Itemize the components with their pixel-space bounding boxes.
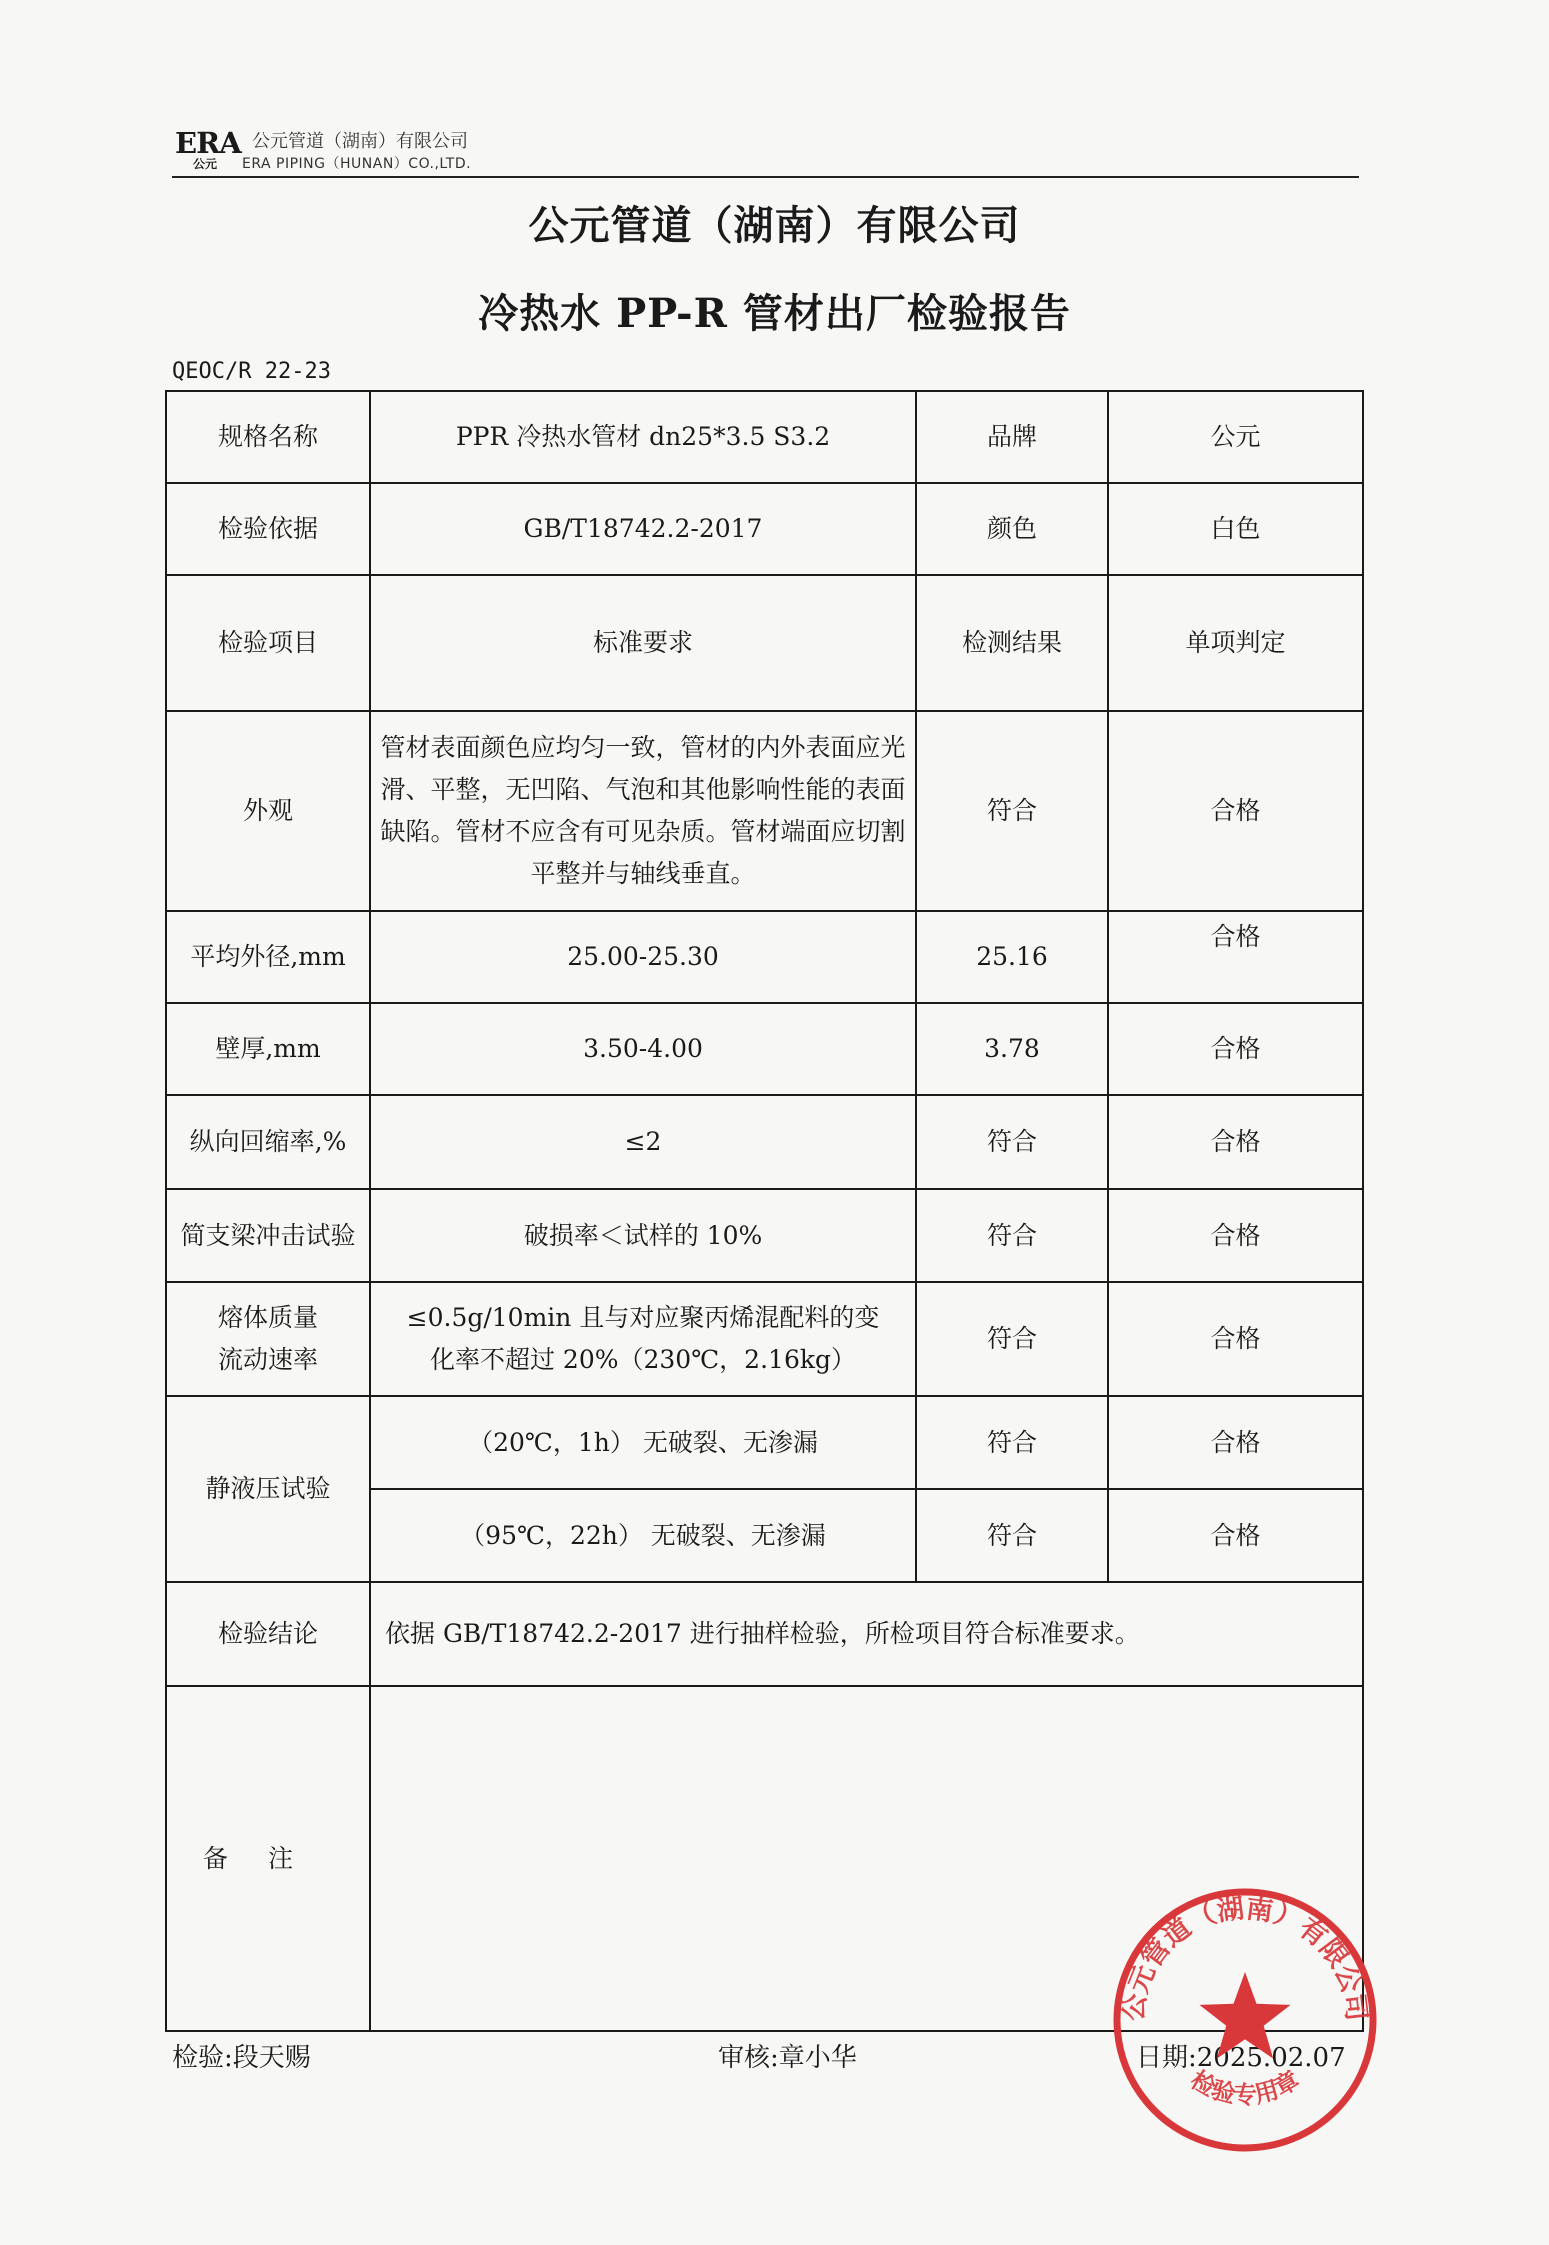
result-impact: 符合 xyxy=(916,1189,1108,1282)
table-row xyxy=(166,1095,1363,1189)
brand-label: 品牌 xyxy=(916,391,1108,483)
requirement-mfr xyxy=(370,1282,916,1396)
inspector: 检验:段天赐 xyxy=(172,2043,311,2073)
requirement-impact: 破损率＜试样的 10% xyxy=(370,1189,916,1282)
spec-value: PPR 冷热水管材 dn25*3.5 S3.2 xyxy=(370,391,916,483)
item-mfr-line1: 熔体质量 xyxy=(217,1303,318,1332)
spec-label: 规格名称 xyxy=(166,391,370,483)
document-number: QEOC/R 22-23 xyxy=(172,359,331,384)
requirement-mfr-line1: ≤0.5g/10min 且与对应聚丙烯混配料的变 xyxy=(406,1303,880,1332)
item-shrink: 纵向回缩率,% xyxy=(166,1095,370,1189)
verdict-hydro-2: 合格 xyxy=(1108,1489,1363,1582)
requirement-shrink: ≤2 xyxy=(370,1095,916,1189)
col-header-result: 检测结果 xyxy=(916,575,1108,711)
remarks-label-cell xyxy=(166,1686,370,2031)
result-wall: 3.78 xyxy=(916,1003,1108,1095)
table-row xyxy=(166,1396,1363,1489)
table-row xyxy=(166,711,1363,911)
result-shrink: 符合 xyxy=(916,1095,1108,1189)
seal-text-bottom: 检验专用章 xyxy=(1185,2065,1305,2110)
verdict-mfr: 合格 xyxy=(1108,1282,1363,1396)
item-mfr-line2: 流动速率 xyxy=(217,1345,318,1374)
column-header-row xyxy=(166,575,1363,711)
item-impact: 简支梁冲击试验 xyxy=(166,1189,370,1282)
remarks-label: 备注 xyxy=(202,1843,333,1873)
inspection-table xyxy=(165,390,1364,2032)
col-header-verdict: 单项判定 xyxy=(1108,575,1363,711)
item-mfr xyxy=(166,1282,370,1396)
item-appearance: 外观 xyxy=(166,711,370,911)
requirement-appearance: 管材表面颜色应均匀一致，管材的内外表面应光滑、平整，无凹陷、气泡和其他影响性能的表面缺陷。管材不应含有可见杂质。管材端面应切割平整并与轴线垂直。 xyxy=(370,711,916,911)
header-rule xyxy=(172,176,1359,178)
company-name-en: ERA PIPING（HUNAN）CO.,LTD. xyxy=(242,156,472,172)
requirement-hydro-2: （95℃，22h） 无破裂、无渗漏 xyxy=(370,1489,916,1582)
col-header-requirement: 标准要求 xyxy=(370,575,916,711)
requirement-avg-od: 25.00-25.30 xyxy=(370,911,916,1003)
result-mfr: 符合 xyxy=(916,1282,1108,1396)
result-hydro-2: 符合 xyxy=(916,1489,1108,1582)
item-hydro: 静液压试验 xyxy=(166,1396,370,1582)
item-wall: 壁厚,mm xyxy=(166,1003,370,1095)
requirement-mfr-line2: 化率不超过 20%（230℃，2.16kg） xyxy=(429,1345,856,1374)
report-date: 日期:2025.02.07 xyxy=(1136,2043,1346,2073)
table-row xyxy=(166,1582,1363,1686)
requirement-wall: 3.50-4.00 xyxy=(370,1003,916,1095)
table-row xyxy=(166,1282,1363,1396)
table-row xyxy=(166,391,1363,483)
company-seal xyxy=(1105,1880,1385,2160)
requirement-hydro-1: （20℃，1h） 无破裂、无渗漏 xyxy=(370,1396,916,1489)
verdict-appearance: 合格 xyxy=(1108,711,1363,911)
basis-label: 检验依据 xyxy=(166,483,370,575)
company-name-cn: 公元管道（湖南）有限公司 xyxy=(252,131,468,152)
conclusion-label: 检验结论 xyxy=(166,1582,370,1686)
logo-cn: 公元 xyxy=(192,157,217,171)
color-value: 白色 xyxy=(1108,483,1363,575)
result-appearance: 符合 xyxy=(916,711,1108,911)
seal-text-top: 公元管道（湖南）有限公司 xyxy=(1118,1893,1372,2023)
conclusion-text: 依据 GB/T18742.2-2017 进行抽样检验，所检项目符合标准要求。 xyxy=(370,1582,1363,1686)
result-avg-od: 25.16 xyxy=(916,911,1108,1003)
logo-mark: ERA xyxy=(175,126,241,160)
verdict-shrink: 合格 xyxy=(1108,1095,1363,1189)
reviewer: 审核:章小华 xyxy=(718,2043,857,2073)
verdict-impact: 合格 xyxy=(1108,1189,1363,1282)
table-row xyxy=(166,911,1363,1003)
report-title-company: 公元管道（湖南）有限公司 xyxy=(528,202,1021,249)
item-avg-od: 平均外径,mm xyxy=(166,911,370,1003)
seal-star-icon xyxy=(1199,1972,1290,2059)
verdict-avg-od: 合格 xyxy=(1108,911,1363,1003)
table-row xyxy=(166,483,1363,575)
verdict-wall: 合格 xyxy=(1108,1003,1363,1095)
verdict-hydro-1: 合格 xyxy=(1108,1396,1363,1489)
basis-value: GB/T18742.2-2017 xyxy=(370,483,916,575)
report-title: 冷热水 PP-R 管材出厂检验报告 xyxy=(478,290,1071,337)
table-row xyxy=(166,1003,1363,1095)
col-header-item: 检验项目 xyxy=(166,575,370,711)
color-label: 颜色 xyxy=(916,483,1108,575)
result-hydro-1: 符合 xyxy=(916,1396,1108,1489)
table-row xyxy=(166,1189,1363,1282)
brand-value: 公元 xyxy=(1108,391,1363,483)
company-logo xyxy=(175,126,241,171)
